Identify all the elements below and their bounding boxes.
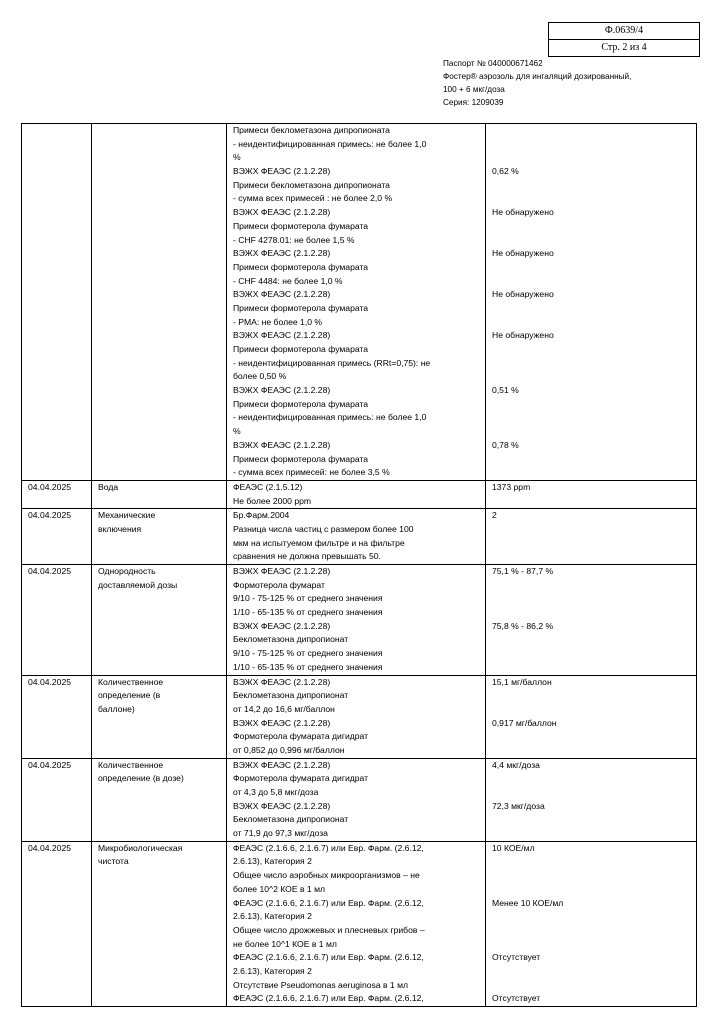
result-line: Отсутствует xyxy=(492,952,541,963)
result-line xyxy=(492,869,692,883)
result-line: 0,62 % xyxy=(492,166,519,177)
test-name-line: Механические xyxy=(98,510,156,521)
result-line: 1373 ppm xyxy=(492,481,531,492)
result-line: Менее 10 КОЕ/мл xyxy=(492,897,564,908)
method-line: ФЕАЭС (2.1.6.6, 2.1.6.7) или Евр. Фарм. (2.6.12, xyxy=(233,897,424,908)
table-body xyxy=(22,124,697,1007)
test-name-line: Количественное xyxy=(98,759,164,770)
result-line xyxy=(492,411,692,425)
result-line xyxy=(492,965,692,979)
result-line: 0,917 мг/баллон xyxy=(492,717,557,728)
result-line: 75,1 % - 87,7 % xyxy=(492,566,554,576)
result-line xyxy=(492,924,692,938)
method-cell xyxy=(227,124,486,481)
result-cell xyxy=(486,124,697,481)
method-line: сравнения не должна превышать 50. xyxy=(233,551,381,562)
result-line xyxy=(492,466,692,480)
method-line: % xyxy=(233,152,241,163)
result-line xyxy=(492,772,692,786)
method-line: - CHF 4278.01: не более 1,5 % xyxy=(233,234,355,245)
result-line: Не обнаружено xyxy=(492,330,554,341)
method-cell xyxy=(227,841,486,1006)
table-row xyxy=(22,124,697,481)
result-line: 0,78 % xyxy=(492,439,519,450)
form-code-box xyxy=(548,22,700,57)
method-line: ФЕАЭС (2.1.6.6, 2.1.6.7) или Евр. Фарм. (2.6.12, xyxy=(233,952,424,963)
test-name-cell xyxy=(92,758,227,841)
table-row xyxy=(22,675,697,758)
result-line xyxy=(492,579,692,593)
result-line xyxy=(492,261,692,275)
product-name: Фостер® аэрозоль для ингаляций дозированный, xyxy=(443,72,632,81)
method-line: ВЭЖХ ФЕАЭС (2.1.2.28) xyxy=(233,439,331,450)
method-line: ВЭЖХ ФЕАЭС (2.1.2.28) xyxy=(233,800,331,811)
result-line xyxy=(492,124,692,138)
date-cell xyxy=(22,480,92,508)
result-line xyxy=(492,703,692,717)
batch-number: Серия: 1209039 xyxy=(443,98,504,107)
test-name-cell xyxy=(92,124,227,481)
method-line: ВЭЖХ ФЕАЭС (2.1.2.28) xyxy=(233,330,331,341)
method-cell xyxy=(227,509,486,565)
passport-number: Паспорт № 040000671462 xyxy=(443,59,543,68)
result-line xyxy=(492,220,692,234)
product-dose: 100 + 6 мкг/доза xyxy=(443,85,505,94)
result-line: Не обнаружено xyxy=(492,289,554,300)
method-line: Не более 2000 ppm xyxy=(233,495,312,506)
test-date: 04.04.2025 xyxy=(28,842,72,853)
result-line xyxy=(492,398,692,412)
result-line xyxy=(492,910,692,924)
table-row xyxy=(22,509,697,565)
test-name-cell xyxy=(92,509,227,565)
method-line: Бр.Фарм.2004 xyxy=(233,510,290,521)
test-date xyxy=(28,124,87,138)
result-cell xyxy=(486,565,697,676)
method-line: от 14,2 до 16,6 мг/баллон xyxy=(233,703,335,714)
method-line: - сумма всех примесей : не более 2,0 % xyxy=(233,193,393,204)
method-line: от 71,9 до 97,3 мкг/доза xyxy=(233,828,328,839)
test-name-line: баллоне) xyxy=(98,703,135,714)
method-line: % xyxy=(233,426,241,437)
result-line xyxy=(492,234,692,248)
method-line: ВЭЖХ ФЕАЭС (2.1.2.28) xyxy=(233,620,331,631)
table-row xyxy=(22,841,697,1006)
test-name-cell xyxy=(92,480,227,508)
result-line xyxy=(492,425,692,439)
test-date: 04.04.2025 xyxy=(28,481,72,492)
result-line xyxy=(492,689,692,703)
result-cell xyxy=(486,675,697,758)
method-line: - PMA: не более 1,0 % xyxy=(233,316,323,327)
method-line: - неидентифицированная примесь: не более 1,0 xyxy=(233,412,427,423)
method-line: Формотерола фумарата дигидрат xyxy=(233,773,369,784)
method-line: Примеси беклометазона дипропионата xyxy=(233,125,390,135)
method-line: ВЭЖХ ФЕАЭС (2.1.2.28) xyxy=(233,166,331,177)
test-results-table xyxy=(21,123,697,1007)
result-line xyxy=(492,302,692,316)
result-line xyxy=(492,938,692,952)
method-line: ФЕАЭС (2.1.6.6, 2.1.6.7) или Евр. Фарм. (2.6.12, xyxy=(233,993,424,1004)
method-line: ВЭЖХ ФЕАЭС (2.1.2.28) xyxy=(233,717,331,728)
test-name-line: доставляемой дозы xyxy=(98,579,178,590)
test-name-line: Однородность xyxy=(98,566,156,576)
method-line: 2.6.13), Категория 2 xyxy=(233,911,312,922)
method-line: от 0,852 до 0,996 мг/баллон xyxy=(233,744,345,755)
method-line: от 4,3 до 5,8 мкг/доза xyxy=(233,787,319,797)
test-date: 04.04.2025 xyxy=(28,759,72,770)
result-line xyxy=(492,316,692,330)
method-line: Примеси формотерола фумарата xyxy=(233,220,369,231)
test-name-line: Вода xyxy=(98,481,119,492)
result-line: 10 КОЕ/мл xyxy=(492,842,535,853)
result-line: Не обнаружено xyxy=(492,207,554,218)
table-row xyxy=(22,758,697,841)
method-line: - сумма всех примесей: не более 3,5 % xyxy=(233,467,390,478)
result-line xyxy=(492,192,692,206)
result-line xyxy=(492,343,692,357)
method-line: более 0,50 % xyxy=(233,371,287,382)
method-line: Примеси формотерола фумарата xyxy=(233,261,369,272)
date-cell xyxy=(22,124,92,481)
method-line: Примеси беклометазона дипропионата xyxy=(233,179,390,190)
method-line: Общее число аэробных микроорганизмов – не xyxy=(233,870,420,881)
method-line: 2.6.13), Категория 2 xyxy=(233,856,312,867)
method-cell xyxy=(227,675,486,758)
page-number: Стр. 2 из 4 xyxy=(549,39,699,56)
result-line xyxy=(492,592,692,606)
method-line: 1/10 - 65-135 % от среднего значения xyxy=(233,661,383,672)
method-line: Отсутствие Pseudomonas aeruginosa в 1 мл xyxy=(233,979,409,990)
test-name-line: определение (в дозе) xyxy=(98,773,184,784)
result-cell xyxy=(486,509,697,565)
test-name-line: чистота xyxy=(98,856,129,867)
date-cell xyxy=(22,565,92,676)
method-line: не более 10^1 КОЕ в 1 мл xyxy=(233,938,337,949)
method-cell xyxy=(227,758,486,841)
test-name-cell xyxy=(92,675,227,758)
result-line xyxy=(492,151,692,165)
result-line: Не обнаружено xyxy=(492,248,554,259)
method-line: Беклометазона дипропионат xyxy=(233,690,349,701)
form-code: Ф.0639/4 xyxy=(604,25,644,36)
method-cell xyxy=(227,565,486,676)
result-line xyxy=(492,453,692,467)
method-line: ВЭЖХ ФЕАЭС (2.1.2.28) xyxy=(233,676,331,687)
method-line: ФЕАЭС (2.1.5.12) xyxy=(233,481,303,492)
result-cell xyxy=(486,480,697,508)
method-line: Формотерола фумарат xyxy=(233,579,325,590)
method-line: ВЭЖХ ФЕАЭС (2.1.2.28) xyxy=(233,248,331,259)
result-line xyxy=(492,138,692,152)
method-line: Беклометазона дипропионат xyxy=(233,634,349,645)
method-line: Примеси формотерола фумарата xyxy=(233,344,369,354)
result-cell xyxy=(486,841,697,1006)
method-line: 9/10 - 75-125 % от среднего значения xyxy=(233,648,383,659)
method-line: - неидентифицированная примесь (RRt=0,75): не xyxy=(233,357,431,368)
method-line: 9/10 - 75-125 % от среднего значения xyxy=(233,593,383,604)
method-line: - неидентифицированная примесь: не более 1,0 xyxy=(233,138,427,149)
test-name-line: Микробиологическая xyxy=(98,842,183,853)
passport-header xyxy=(443,57,631,109)
date-cell xyxy=(22,841,92,1006)
method-line: ВЭЖХ ФЕАЭС (2.1.2.28) xyxy=(233,207,331,218)
method-line: - CHF 4484: не более 1,0 % xyxy=(233,275,343,286)
result-line xyxy=(492,275,692,289)
result-line: 75,8 % - 86,2 % xyxy=(492,620,554,631)
test-name-cell xyxy=(92,565,227,676)
result-line xyxy=(492,979,692,993)
date-cell xyxy=(22,758,92,841)
test-name-cell xyxy=(92,841,227,1006)
test-name-line: определение (в xyxy=(98,690,161,701)
method-line: более 10^2 КОЕ в 1 мл xyxy=(233,883,325,894)
method-line: Разница числа частиц с размером более 100 xyxy=(233,523,414,534)
method-line: Примеси формотерола фумарата xyxy=(233,302,369,313)
method-line: ФЕАЭС (2.1.6.6, 2.1.6.7) или Евр. Фарм. (2.6.12, xyxy=(233,842,424,853)
test-name-line: включения xyxy=(98,523,142,534)
result-line: 4,4 мкг/доза xyxy=(492,759,540,770)
result-line: 0,51 % xyxy=(492,385,519,396)
result-line: Отсутствует xyxy=(492,993,541,1004)
method-line: 1/10 - 65-135 % от среднего значения xyxy=(233,607,383,618)
result-line xyxy=(492,357,692,371)
result-line: 2 xyxy=(492,510,497,521)
method-line: Общее число дрожжевых и плесневых грибов – xyxy=(233,924,425,935)
result-line: 72,3 мкг/доза xyxy=(492,800,545,811)
result-line xyxy=(492,179,692,193)
method-line: Формотерола фумарата дигидрат xyxy=(233,731,369,742)
method-line: Беклометазона дипропионат xyxy=(233,814,349,825)
result-line xyxy=(492,855,692,869)
result-line xyxy=(492,606,692,620)
result-line: 15,1 мг/баллон xyxy=(492,676,552,687)
result-line xyxy=(492,370,692,384)
method-line: 2.6.13), Категория 2 xyxy=(233,965,312,976)
date-cell xyxy=(22,509,92,565)
test-date: 04.04.2025 xyxy=(28,566,72,576)
method-line: Примеси формотерола фумарата xyxy=(233,398,369,409)
test-date: 04.04.2025 xyxy=(28,676,72,687)
date-cell xyxy=(22,675,92,758)
test-name-line: Количественное xyxy=(98,676,164,687)
method-line: ВЭЖХ ФЕАЭС (2.1.2.28) xyxy=(233,385,331,396)
table-row xyxy=(22,480,697,508)
result-line xyxy=(492,883,692,897)
method-cell xyxy=(227,480,486,508)
result-cell xyxy=(486,758,697,841)
method-line: ВЭЖХ ФЕАЭС (2.1.2.28) xyxy=(233,566,331,576)
method-line: ВЭЖХ ФЕАЭС (2.1.2.28) xyxy=(233,289,331,300)
test-date: 04.04.2025 xyxy=(28,510,72,521)
table-row xyxy=(22,565,697,676)
method-line: мкм на испытуемом фильтре и на фильтре xyxy=(233,537,405,548)
result-line xyxy=(492,786,692,800)
method-line: Примеси формотерола фумарата xyxy=(233,453,369,464)
method-line: ВЭЖХ ФЕАЭС (2.1.2.28) xyxy=(233,759,331,770)
